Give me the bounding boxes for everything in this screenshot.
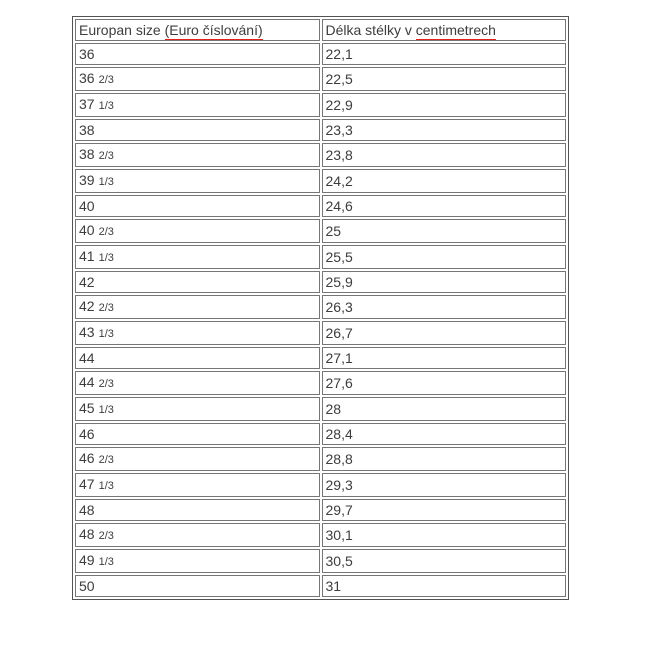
length-cell — [322, 549, 567, 573]
table-row — [75, 43, 566, 65]
header-size-text: Europan size — [79, 22, 165, 38]
size-value: 48 — [79, 526, 95, 542]
header-size-underlined-text: (Euro číslování) — [165, 22, 263, 41]
length-value: 26,7 — [325, 325, 353, 341]
size-value: 48 — [79, 502, 95, 518]
length-cell — [322, 93, 567, 117]
length-value: 27,1 — [325, 350, 353, 366]
size-value: 44 — [79, 350, 95, 366]
length-value: 30,1 — [325, 527, 353, 543]
size-cell — [75, 245, 320, 269]
table-body — [75, 43, 566, 597]
size-cell — [75, 195, 320, 217]
table-row — [75, 271, 566, 293]
size-cell — [75, 271, 320, 293]
size-cell — [75, 67, 320, 91]
size-value: 40 — [79, 198, 95, 214]
size-cell — [75, 371, 320, 395]
length-cell — [322, 575, 567, 597]
length-cell — [322, 219, 567, 243]
size-conversion-table — [72, 16, 569, 600]
size-fraction-value: 1/3 — [98, 328, 114, 340]
size-value: 38 — [79, 122, 95, 138]
length-value: 29,3 — [325, 477, 353, 493]
length-value: 25 — [325, 223, 342, 239]
size-value: 46 — [79, 426, 95, 442]
header-length-text: Délka stélky v — [325, 22, 416, 38]
size-value: 46 — [79, 450, 95, 466]
table-row — [75, 93, 566, 117]
size-value: 39 — [79, 172, 95, 188]
length-value: 22,9 — [325, 97, 353, 113]
length-cell — [322, 43, 567, 65]
length-cell — [322, 245, 567, 269]
length-cell — [322, 499, 567, 521]
length-cell — [322, 397, 567, 421]
size-fraction-value: 2/3 — [98, 226, 114, 238]
table-row — [75, 119, 566, 141]
size-fraction-value: 1/3 — [98, 480, 114, 492]
length-cell — [322, 169, 567, 193]
length-cell — [322, 423, 567, 445]
size-value: 37 — [79, 96, 95, 112]
size-fraction-value: 1/3 — [98, 556, 114, 568]
size-cell — [75, 143, 320, 167]
length-value: 31 — [325, 578, 342, 594]
size-fraction-value: 1/3 — [98, 252, 114, 264]
header-length-underlined-text: centimetrech — [416, 22, 496, 41]
size-value: 42 — [79, 274, 95, 290]
size-cell — [75, 219, 320, 243]
size-value: 49 — [79, 552, 95, 568]
size-value: 38 — [79, 146, 95, 162]
length-value: 26,3 — [325, 299, 353, 315]
size-cell — [75, 549, 320, 573]
size-value: 36 — [79, 46, 95, 62]
size-fraction-value: 1/3 — [98, 404, 114, 416]
length-cell — [322, 143, 567, 167]
size-cell — [75, 321, 320, 345]
length-cell — [322, 371, 567, 395]
size-cell — [75, 295, 320, 319]
size-cell — [75, 43, 320, 65]
table-row — [75, 245, 566, 269]
length-value: 24,2 — [325, 173, 353, 189]
table-row — [75, 397, 566, 421]
length-value: 25,9 — [325, 274, 353, 290]
length-value: 28 — [325, 401, 342, 417]
size-fraction-value: 1/3 — [98, 176, 114, 188]
length-cell — [322, 195, 567, 217]
header-row — [75, 19, 566, 41]
length-cell — [322, 271, 567, 293]
length-value: 28,4 — [325, 426, 353, 442]
length-value: 27,6 — [325, 375, 353, 391]
length-value: 28,8 — [325, 451, 353, 467]
table-row — [75, 499, 566, 521]
table-row — [75, 371, 566, 395]
header-cell-size — [75, 19, 320, 41]
size-cell — [75, 93, 320, 117]
size-cell — [75, 347, 320, 369]
size-value: 36 — [79, 70, 95, 86]
size-fraction-value: 1/3 — [98, 100, 114, 112]
length-value: 30,5 — [325, 553, 353, 569]
length-cell — [322, 295, 567, 319]
size-cell — [75, 169, 320, 193]
size-cell — [75, 523, 320, 547]
length-cell — [322, 67, 567, 91]
table-row — [75, 321, 566, 345]
size-value: 45 — [79, 400, 95, 416]
table-row — [75, 473, 566, 497]
size-value: 41 — [79, 248, 95, 264]
length-value: 23,8 — [325, 147, 353, 163]
size-cell — [75, 473, 320, 497]
table-row — [75, 295, 566, 319]
table-row — [75, 575, 566, 597]
length-cell — [322, 523, 567, 547]
size-value: 50 — [79, 578, 95, 594]
size-cell — [75, 447, 320, 471]
size-value: 44 — [79, 374, 95, 390]
size-value: 40 — [79, 222, 95, 238]
table-row — [75, 523, 566, 547]
table-row — [75, 549, 566, 573]
size-cell — [75, 499, 320, 521]
length-value: 22,1 — [325, 46, 353, 62]
header-cell-length — [322, 19, 567, 41]
size-fraction-value: 2/3 — [98, 150, 114, 162]
size-cell — [75, 119, 320, 141]
size-fraction-value: 2/3 — [98, 302, 114, 314]
size-cell — [75, 397, 320, 421]
table-row — [75, 423, 566, 445]
length-value: 23,3 — [325, 122, 353, 138]
length-cell — [322, 321, 567, 345]
size-fraction-value: 2/3 — [98, 74, 114, 86]
table-row — [75, 347, 566, 369]
size-value: 47 — [79, 476, 95, 492]
length-value: 24,6 — [325, 198, 353, 214]
length-value: 29,7 — [325, 502, 353, 518]
size-cell — [75, 575, 320, 597]
size-value: 42 — [79, 298, 95, 314]
length-cell — [322, 119, 567, 141]
size-fraction-value: 2/3 — [98, 530, 114, 542]
size-fraction-value: 2/3 — [98, 454, 114, 466]
table-row — [75, 219, 566, 243]
table-row — [75, 67, 566, 91]
size-cell — [75, 423, 320, 445]
table-row — [75, 143, 566, 167]
table-row — [75, 169, 566, 193]
length-value: 22,5 — [325, 71, 353, 87]
length-cell — [322, 473, 567, 497]
size-fraction-value: 2/3 — [98, 378, 114, 390]
length-value: 25,5 — [325, 249, 353, 265]
length-cell — [322, 347, 567, 369]
table-row — [75, 447, 566, 471]
size-value: 43 — [79, 324, 95, 340]
table-head — [75, 19, 566, 41]
length-cell — [322, 447, 567, 471]
table-row — [75, 195, 566, 217]
